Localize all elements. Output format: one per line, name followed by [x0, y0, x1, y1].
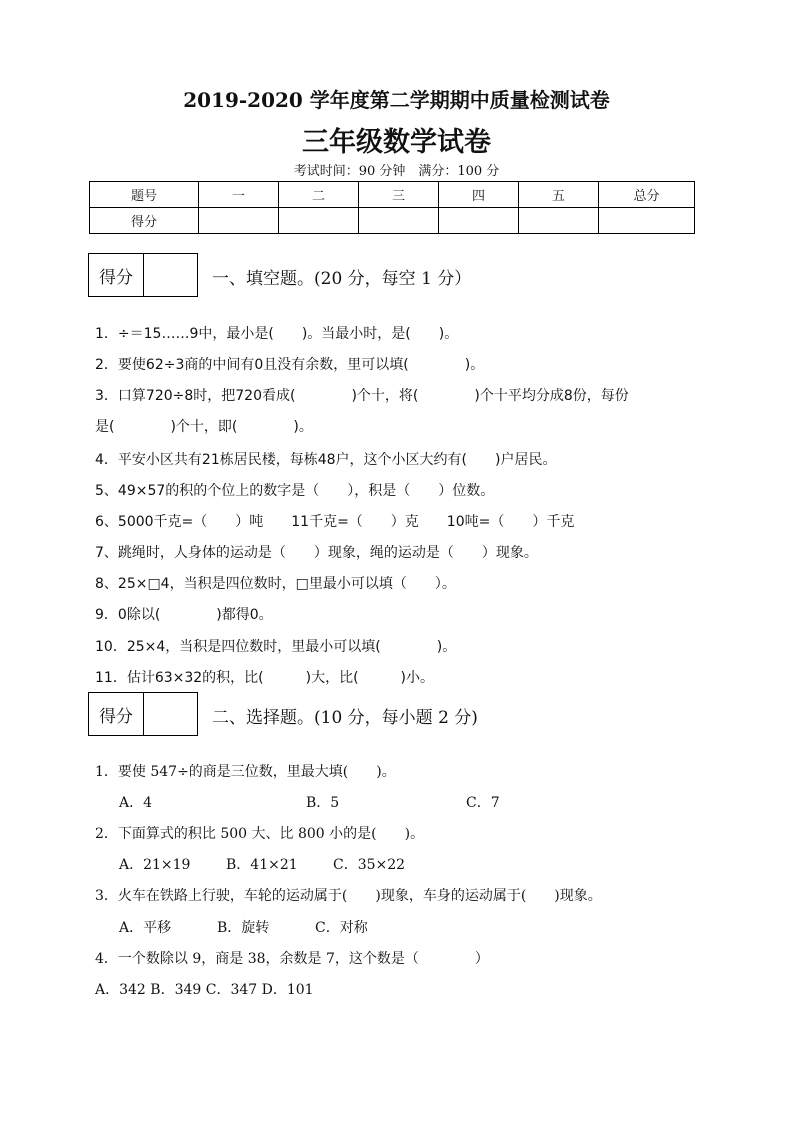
option-item: A．4	[119, 795, 153, 811]
score-cell[interactable]	[359, 208, 439, 234]
score-header-cell: 总分	[599, 182, 695, 208]
exam-info: 考试时间：90 分钟 满分：100 分	[293, 164, 500, 179]
score-row-label: 得分	[90, 208, 199, 234]
score-header-cell: 二	[279, 182, 359, 208]
question-item: 6、5000千克=（ ）吨 11千克=（ ）克 10吨=（ ）千克	[95, 514, 575, 530]
score-header-cell: 三	[359, 182, 439, 208]
score-header-cell: 五	[519, 182, 599, 208]
question-item: 11．估计63×32的积，比( )大，比( )小。	[95, 670, 435, 686]
score-header-cell: 四	[439, 182, 519, 208]
option-item: C．对称	[315, 920, 368, 936]
question-item: 4．平安小区共有21栋居民楼，每栋48户，这个小区大约有( )户居民。	[95, 452, 557, 468]
score-table-header-row	[90, 182, 695, 208]
score-cell[interactable]	[279, 208, 359, 234]
score-box-blank[interactable]	[144, 254, 197, 296]
question-item: 10．25×4，当积是四位数时，里最小可以填( )。	[95, 639, 457, 655]
option-item: A．342 B．349 C．347 D．101	[95, 982, 314, 998]
question-item: 7、跳绳时，人身体的运动是（ ）现象，绳的运动是（ ）现象。	[95, 545, 538, 561]
question-item: 3．火车在铁路上行驶，车轮的运动属于( )现象，车身的运动属于( )现象。	[95, 888, 602, 904]
score-box-label: 得分	[89, 254, 144, 296]
exam-title: 2019-2020 学年度第二学期期中质量检测试卷	[183, 88, 610, 112]
option-item: C．35×22	[333, 857, 406, 873]
question-item: 3．口算720÷8时，把720看成( )个十，将( )个十平均分成8份，每份	[95, 388, 629, 404]
section1-score-box	[88, 253, 198, 297]
score-box-label: 得分	[89, 693, 144, 735]
option-item: B．41×21	[226, 857, 298, 873]
question-item: 1．要使 547÷的商是三位数，里最大填( )。	[95, 764, 396, 780]
exam-subtitle: 三年级数学试卷	[302, 127, 491, 158]
option-item: A．平移	[119, 920, 172, 936]
score-box-blank[interactable]	[144, 693, 197, 735]
score-header-cell: 一	[199, 182, 279, 208]
question-item: 9．0除以( )都得0。	[95, 607, 273, 623]
score-cell[interactable]	[199, 208, 279, 234]
score-cell[interactable]	[439, 208, 519, 234]
question-item: 8、25×□4，当积是四位数时，□里最小可以填（ ）。	[95, 576, 456, 592]
question-item: 1．÷＝15……9中，最小是( )。当最小时，是( )。	[95, 326, 459, 342]
option-item: B．5	[306, 795, 340, 811]
score-table-score-row	[90, 208, 695, 234]
score-table	[89, 181, 695, 234]
question-item: 5、49×57的积的个位上的数字是（ ），积是（ ）位数。	[95, 483, 495, 499]
score-cell[interactable]	[519, 208, 599, 234]
section2-score-box	[88, 692, 198, 736]
question-item: 4．一个数除以 9，商是 38，余数是 7，这个数是（ ）	[95, 951, 489, 967]
score-cell[interactable]	[599, 208, 695, 234]
question-item: 是( )个十，即( )。	[95, 419, 313, 435]
question-item: 2．要使62÷3商的中间有0且没有余数，里可以填( )。	[95, 357, 485, 373]
option-item: B．旋转	[217, 920, 270, 936]
option-item: A．21×19	[119, 857, 191, 873]
option-item: C．7	[466, 795, 500, 811]
section1-title: 一、填空题。(20 分，每空 1 分）	[212, 269, 472, 289]
score-header-cell: 题号	[90, 182, 199, 208]
question-item: 2．下面算式的积比 500 大、比 800 小的是( )。	[95, 826, 425, 842]
section2-title: 二、选择题。(10 分，每小题 2 分)	[212, 708, 478, 728]
